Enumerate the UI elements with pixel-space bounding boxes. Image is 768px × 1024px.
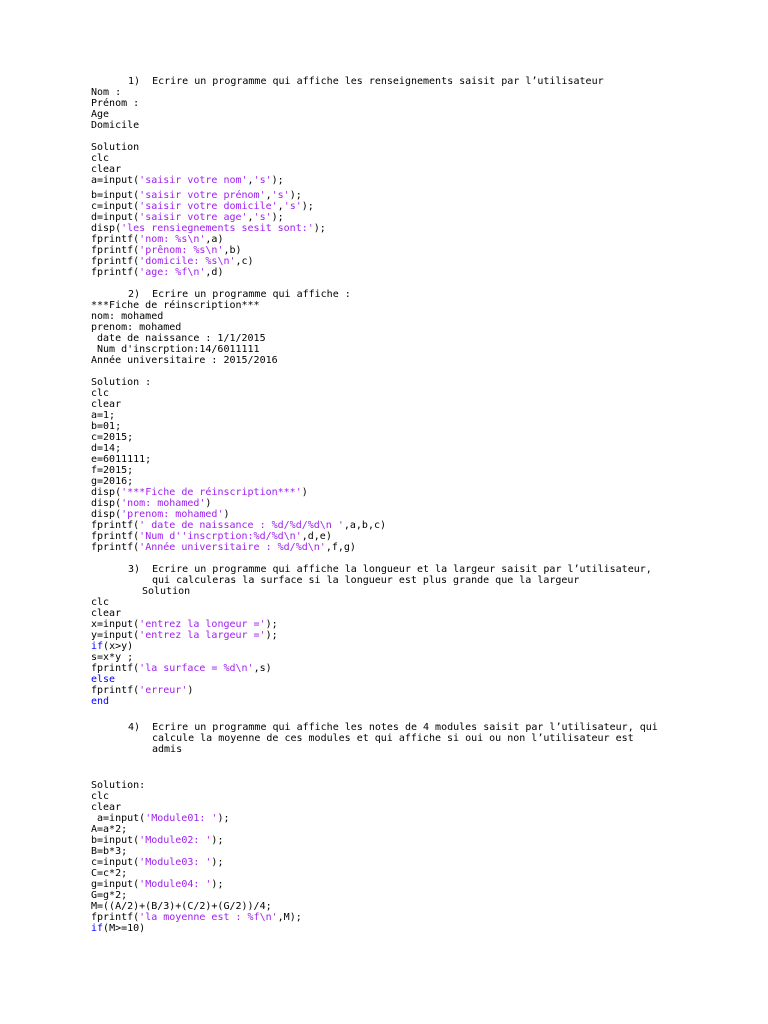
string-literal: 'entrez la largeur =' <box>139 630 266 641</box>
code-text: ); <box>271 212 284 223</box>
code-text: ); <box>265 630 278 641</box>
code-text: e=6011111; <box>91 454 152 465</box>
code-text: fprintf( <box>91 912 140 923</box>
text-line <box>91 901 272 912</box>
code-text: c=2015; <box>91 432 134 443</box>
text-line <box>91 377 151 388</box>
text-line <box>152 733 634 744</box>
code-text: fprintf( <box>91 267 140 278</box>
code-text: f=2015; <box>91 465 134 476</box>
code-text: clear <box>91 399 122 410</box>
code-text: G=g*2; <box>91 890 128 901</box>
text-line <box>91 696 109 707</box>
code-text: nom: mohamed <box>91 311 164 322</box>
code-text: ,c) <box>235 256 254 267</box>
text-line <box>91 652 133 663</box>
code-text: b=input( <box>91 190 140 201</box>
code-text: prenom: mohamed <box>91 322 182 333</box>
text-line <box>91 399 121 410</box>
text-line <box>91 608 121 619</box>
text-line <box>91 542 356 553</box>
code-text: admis <box>152 744 183 755</box>
text-line <box>91 212 284 223</box>
code-text: Solution <box>142 586 191 597</box>
code-text: , <box>247 175 254 186</box>
code-text: disp( <box>91 498 122 509</box>
text-line <box>91 685 193 696</box>
code-text: calcule la moyenne de ces modules et qui affiche si oui ou non l’utilisateur est <box>152 733 634 744</box>
text-line <box>91 454 151 465</box>
text-line <box>91 410 115 421</box>
code-text: clc <box>91 597 110 608</box>
code-text: fprintf( <box>91 663 140 674</box>
text-line <box>91 120 139 131</box>
text-line <box>91 153 109 164</box>
code-text: fprintf( <box>91 685 140 696</box>
code-text: , <box>265 190 272 201</box>
code-text: ); <box>271 175 284 186</box>
code-text: ); <box>289 190 302 201</box>
string-literal: 'saisir votre prénom' <box>139 190 266 201</box>
code-text: ) <box>223 509 230 520</box>
code-text: c=input( <box>91 201 140 212</box>
text-line <box>91 476 133 487</box>
text-line <box>128 722 658 733</box>
text-line <box>91 142 139 153</box>
text-line <box>91 465 133 476</box>
code-text: ,d,e) <box>301 531 332 542</box>
text-line <box>91 245 242 256</box>
code-text: ) <box>187 685 194 696</box>
string-literal: 'Module02: ' <box>139 835 212 846</box>
text-line <box>91 597 109 608</box>
text-line <box>91 802 121 813</box>
code-text: (x>y) <box>103 641 134 652</box>
text-line <box>91 619 278 630</box>
code-text: g=2016; <box>91 476 134 487</box>
code-text: Solution: <box>91 780 146 791</box>
text-line <box>91 322 181 333</box>
text-line <box>91 267 223 278</box>
code-text: 3) Ecrire un programme qui affiche la longueur et la largeur saisit par l’utilisateur, <box>128 564 652 575</box>
code-text: clear <box>91 802 122 813</box>
text-line <box>128 564 652 575</box>
string-literal: 'age: %f\n' <box>139 267 206 278</box>
code-text: disp( <box>91 509 122 520</box>
text-line <box>91 87 121 98</box>
string-literal: '***Fiche de réinscription***' <box>121 487 302 498</box>
code-text: fprintf( <box>91 520 140 531</box>
code-text: ); <box>211 835 224 846</box>
code-text: fprintf( <box>91 531 140 542</box>
string-literal: 'saisir votre domicile' <box>139 201 278 212</box>
string-literal: 'les rensiegnements sesit sont:' <box>121 223 314 234</box>
code-text: ***Fiche de réinscription*** <box>91 300 260 311</box>
text-line <box>91 98 139 109</box>
text-line <box>91 824 127 835</box>
text-line <box>91 641 133 652</box>
code-text: Nom : <box>91 87 122 98</box>
code-text: Domicile <box>91 120 140 131</box>
code-text: a=input( <box>91 813 146 824</box>
code-text: a=input( <box>91 175 140 186</box>
string-literal: 'nom: %s\n' <box>139 234 206 245</box>
code-text: Solution <box>91 142 140 153</box>
code-text: ,M); <box>277 912 302 923</box>
text-line <box>91 780 145 791</box>
code-text: ,a) <box>205 234 224 245</box>
text-line <box>91 175 284 186</box>
code-text: ); <box>301 201 314 212</box>
string-literal: 'Num d''inscrption:%d/%d\n' <box>139 531 302 542</box>
code-text: 2) Ecrire un programme qui affiche : <box>128 289 351 300</box>
code-text: g=input( <box>91 879 140 890</box>
text-line <box>91 509 230 520</box>
code-text: , <box>247 212 254 223</box>
text-line <box>152 744 182 755</box>
code-text: clear <box>91 608 122 619</box>
code-text: clc <box>91 388 110 399</box>
string-literal: 's' <box>283 201 302 212</box>
string-literal: 'saisir votre nom' <box>139 175 248 186</box>
code-text: Solution : <box>91 377 152 388</box>
code-text: C=c*2; <box>91 868 128 879</box>
code-text: ); <box>211 879 224 890</box>
code-text: disp( <box>91 223 122 234</box>
text-line <box>91 868 127 879</box>
code-text: s=x*y ; <box>91 652 134 663</box>
code-text: Num d'inscrption:14/6011111 <box>91 344 260 355</box>
code-text: fprintf( <box>91 245 140 256</box>
text-line <box>91 432 133 443</box>
text-line <box>91 164 121 175</box>
text-line <box>91 421 121 432</box>
code-text: fprintf( <box>91 234 140 245</box>
string-literal: 'saisir votre age' <box>139 212 248 223</box>
text-line <box>91 912 302 923</box>
text-line <box>91 630 278 641</box>
code-text: ,a,b,c) <box>343 520 387 531</box>
code-text: d=input( <box>91 212 140 223</box>
text-line <box>91 813 229 824</box>
string-literal: 'prênom: %s\n' <box>139 245 224 256</box>
code-text: disp( <box>91 487 122 498</box>
text-line <box>91 890 127 901</box>
text-line <box>91 190 302 201</box>
string-literal: 'nom: mohamed' <box>121 498 206 509</box>
code-text: fprintf( <box>91 542 140 553</box>
code-text: a=1; <box>91 410 116 421</box>
code-text: b=input( <box>91 835 140 846</box>
code-text: B=b*3; <box>91 846 128 857</box>
text-line <box>142 586 190 597</box>
code-text: ); <box>313 223 326 234</box>
keyword: if <box>91 641 104 652</box>
string-literal: 'entrez la longeur =' <box>139 619 266 630</box>
text-line <box>91 344 260 355</box>
text-line <box>91 388 109 399</box>
code-text: qui calculeras la surface si la longueur est plus grande que la largeur <box>152 575 580 586</box>
string-literal: 'erreur' <box>139 685 188 696</box>
text-line <box>91 300 260 311</box>
code-text: d=14; <box>91 443 122 454</box>
code-text: Prénom : <box>91 98 140 109</box>
code-text: x=input( <box>91 619 140 630</box>
text-line <box>91 498 211 509</box>
code-text: ); <box>265 619 278 630</box>
text-line <box>91 355 278 366</box>
text-line <box>91 674 115 685</box>
code-text: M=((A/2)+(B/3)+(C/2)+(G/2))/4; <box>91 901 272 912</box>
text-line <box>91 879 223 890</box>
text-line <box>91 857 223 868</box>
text-line <box>91 846 127 857</box>
text-line <box>91 791 109 802</box>
keyword: if <box>91 923 104 934</box>
code-text: ); <box>211 857 224 868</box>
text-line <box>91 835 223 846</box>
string-literal: 'Année universitaire : %d/%d\n' <box>139 542 326 553</box>
text-line <box>128 289 351 300</box>
text-line <box>91 531 332 542</box>
string-literal: 'domicile: %s\n' <box>139 256 236 267</box>
string-literal: 's' <box>253 212 272 223</box>
code-text: ); <box>217 813 230 824</box>
code-text: ,f,g) <box>325 542 356 553</box>
text-line <box>91 487 308 498</box>
code-text: fprintf( <box>91 256 140 267</box>
text-line <box>91 109 109 120</box>
text-line <box>91 201 314 212</box>
code-text: ) <box>301 487 308 498</box>
text-line <box>128 76 604 87</box>
string-literal: 'Module04: ' <box>139 879 212 890</box>
string-literal: 'la moyenne est : %f\n' <box>139 912 278 923</box>
string-literal: 'Module01: ' <box>145 813 218 824</box>
text-line <box>91 333 266 344</box>
keyword: end <box>91 696 110 707</box>
code-text: 4) Ecrire un programme qui affiche les notes de 4 modules saisit par l’utilisateur, qui <box>128 722 658 733</box>
text-line <box>91 443 121 454</box>
code-text: c=input( <box>91 857 140 868</box>
code-text: clc <box>91 153 110 164</box>
code-text: ,d) <box>205 267 224 278</box>
text-line <box>91 923 145 934</box>
code-text: y=input( <box>91 630 140 641</box>
text-line <box>91 311 163 322</box>
code-text: date de naissance : 1/1/2015 <box>91 333 266 344</box>
code-text: b=01; <box>91 421 122 432</box>
code-text: (M>=10) <box>103 923 146 934</box>
code-text: ,b) <box>223 245 242 256</box>
code-text: Age <box>91 109 110 120</box>
text-line <box>91 223 326 234</box>
code-text: clear <box>91 164 122 175</box>
text-line <box>152 575 579 586</box>
code-text: ,s) <box>253 663 272 674</box>
text-line <box>91 663 272 674</box>
text-line <box>91 256 254 267</box>
string-literal: 's' <box>253 175 272 186</box>
code-text: 1) Ecrire un programme qui affiche les renseignements saisit par l’utilisateur <box>128 76 604 87</box>
string-literal: 'Module03: ' <box>139 857 212 868</box>
keyword: else <box>91 674 116 685</box>
string-literal: 's' <box>271 190 290 201</box>
code-text: clc <box>91 791 110 802</box>
string-literal: ' date de naissance : %d/%d/%d\n ' <box>139 520 344 531</box>
code-text: A=a*2; <box>91 824 128 835</box>
code-text: ) <box>205 498 212 509</box>
code-text: , <box>277 201 284 212</box>
code-text: Année universitaire : 2015/2016 <box>91 355 278 366</box>
string-literal: 'prenom: mohamed' <box>121 509 224 520</box>
text-line <box>91 234 223 245</box>
text-line <box>91 520 386 531</box>
string-literal: 'la surface = %d\n' <box>139 663 254 674</box>
